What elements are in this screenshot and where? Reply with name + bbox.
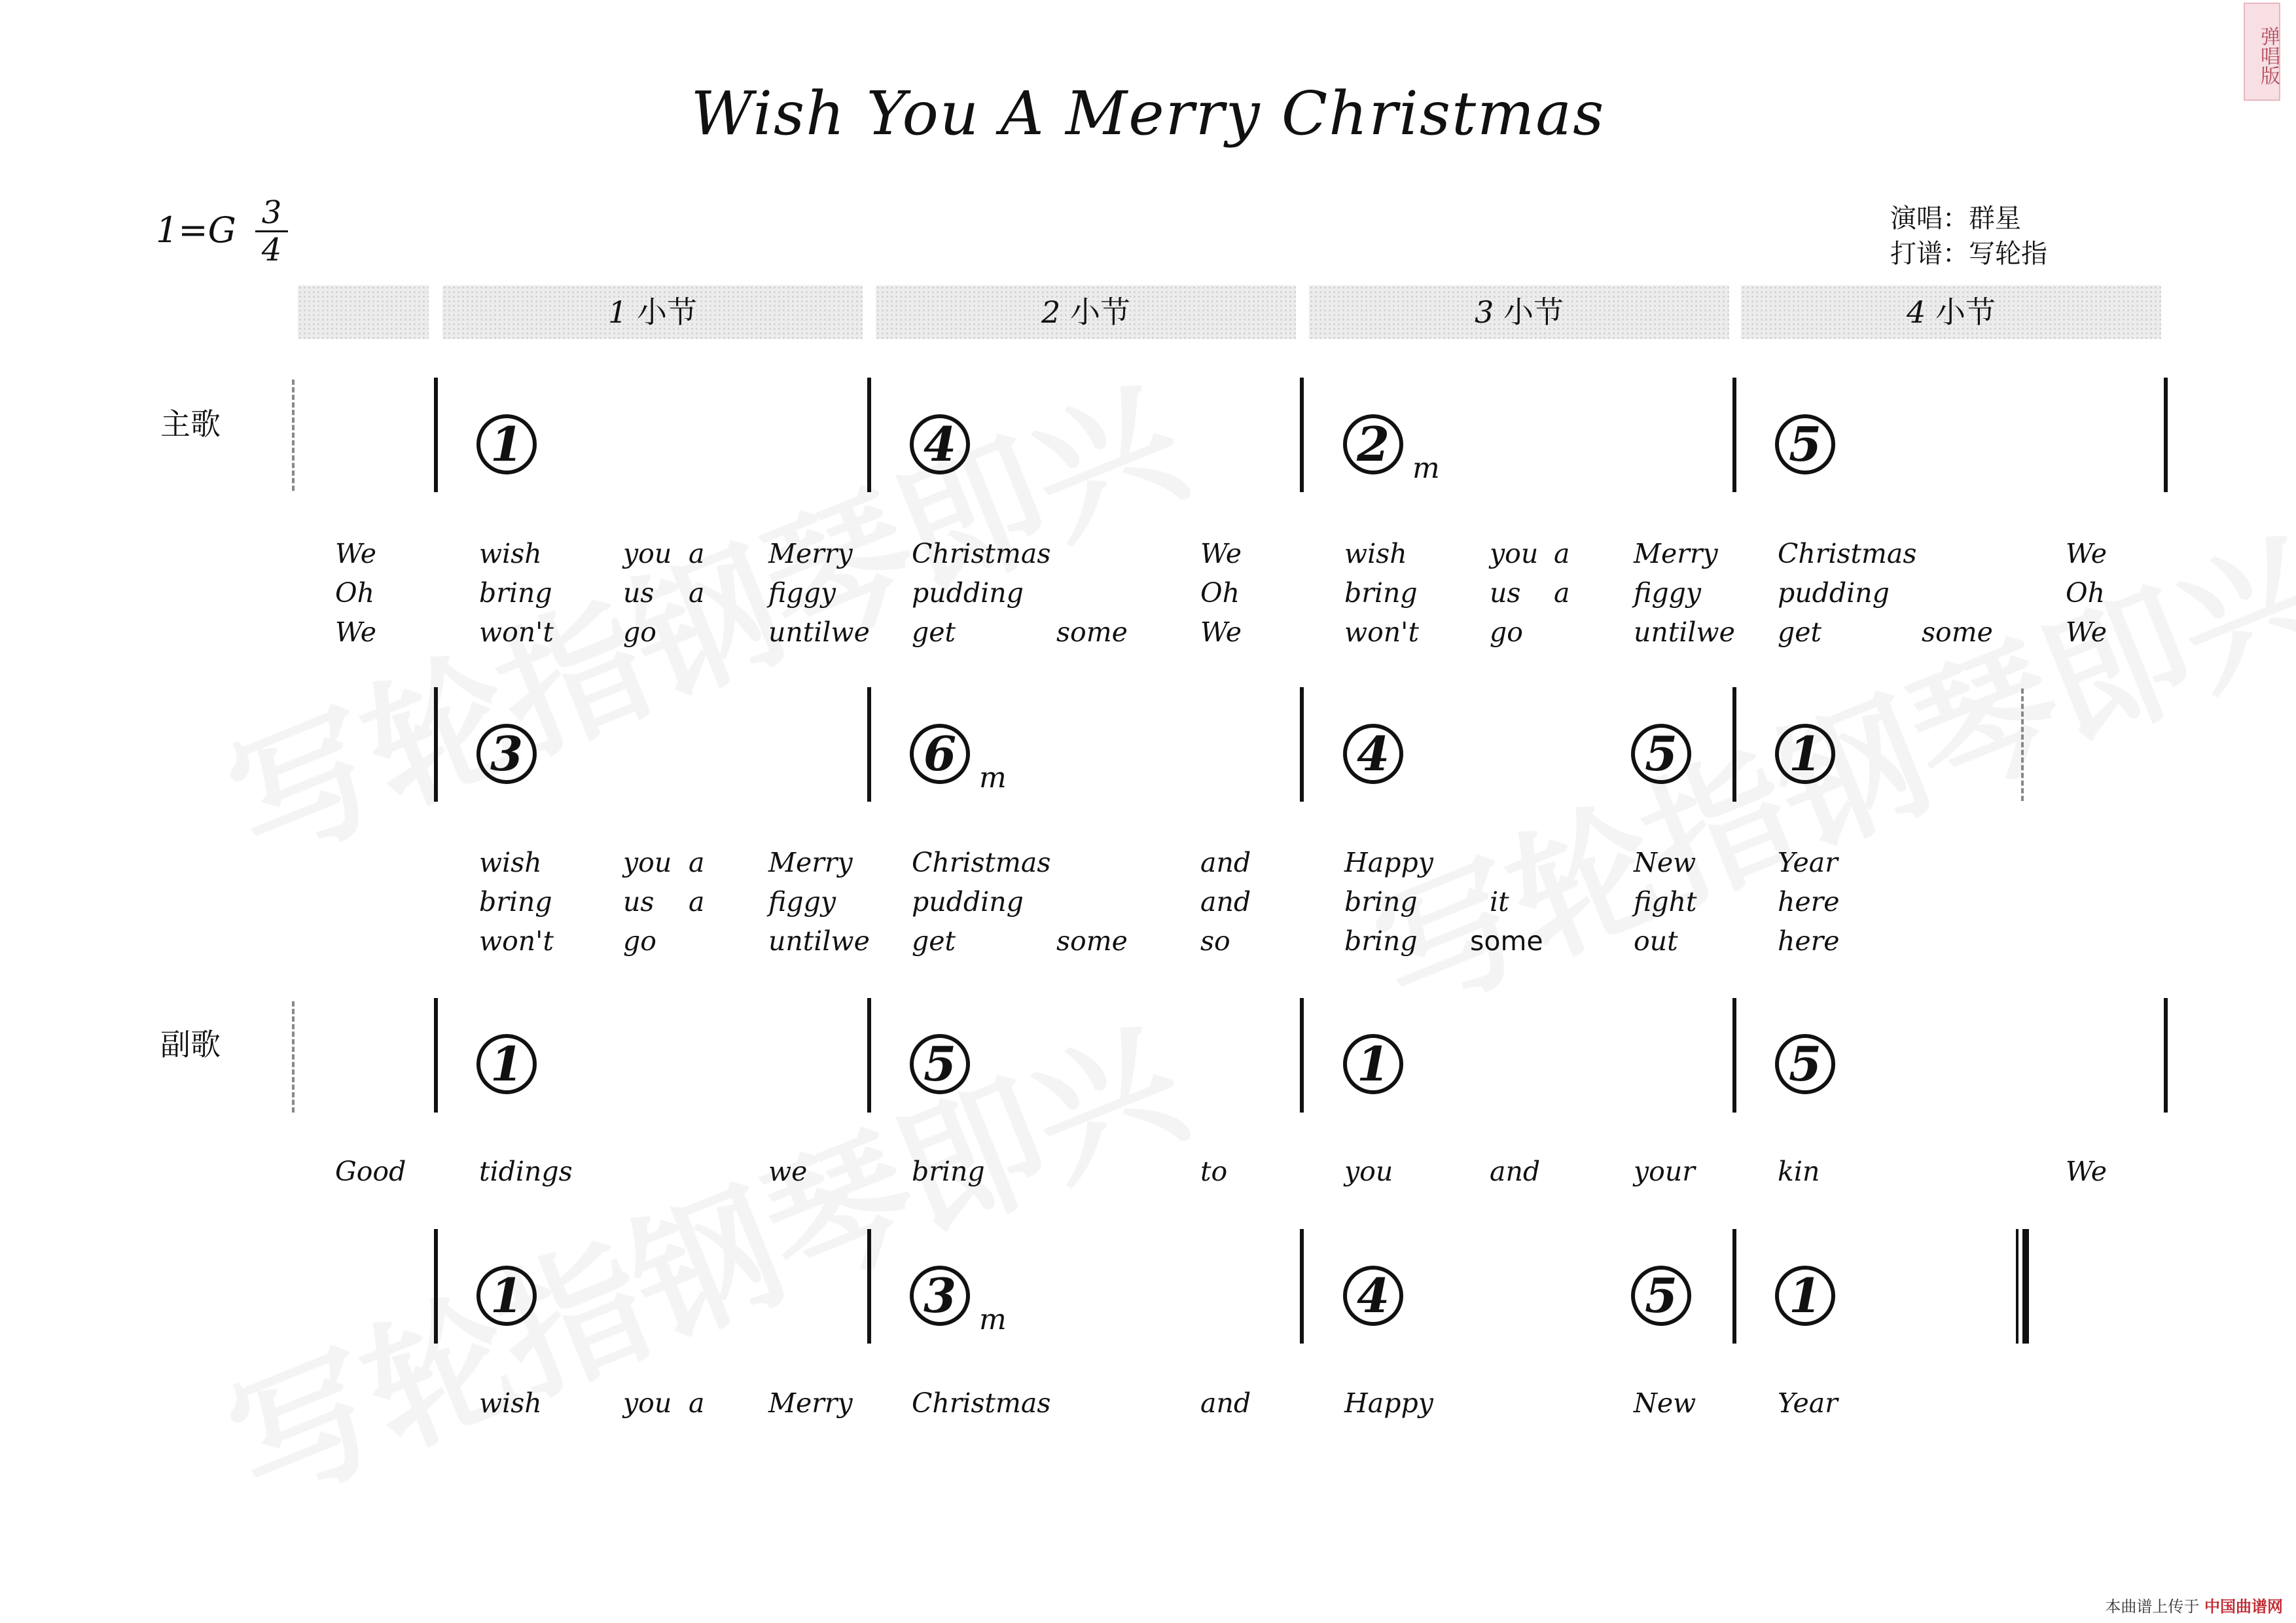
lyric-word: Year bbox=[1778, 847, 1838, 878]
lyric-word: Oh bbox=[335, 577, 375, 609]
song-title: Wish You A Merry Christmas bbox=[691, 79, 1605, 149]
lyric-word: and bbox=[1200, 847, 1251, 878]
lyric-word: some bbox=[1056, 616, 1128, 648]
chord-circle: 5 bbox=[1775, 414, 1835, 474]
barline bbox=[1732, 378, 1736, 492]
lyric-word: go bbox=[1490, 616, 1523, 648]
lyric-word: some bbox=[1470, 925, 1543, 957]
lyric-word: We bbox=[335, 616, 377, 648]
lyric-word: us bbox=[623, 577, 655, 609]
lyric-word: a bbox=[689, 847, 705, 878]
chord-circle: 1 bbox=[1775, 1266, 1835, 1326]
lyric-word: you bbox=[1344, 1156, 1393, 1187]
lyric-word: We bbox=[1200, 616, 1242, 648]
lyric-word: figgy bbox=[768, 886, 836, 918]
measure-header-pickup bbox=[298, 285, 429, 339]
barline bbox=[1300, 1229, 1304, 1344]
lyric-word: you bbox=[623, 847, 672, 878]
lyric-word: pudding bbox=[912, 886, 1024, 918]
chord-suffix: m bbox=[1412, 452, 1440, 485]
lyric-word: bring bbox=[1344, 577, 1418, 609]
lyric-word: a bbox=[1554, 577, 1570, 609]
section-label-verse: 主歌 bbox=[160, 406, 221, 442]
lyric-word: Happy bbox=[1344, 1387, 1433, 1419]
barline bbox=[1300, 687, 1304, 802]
barline bbox=[1300, 378, 1304, 492]
barline bbox=[434, 1229, 438, 1344]
lyric-word: wish bbox=[479, 1387, 542, 1419]
lyric-word: Merry bbox=[1634, 538, 1718, 569]
chord-circle: 3 bbox=[910, 1266, 970, 1326]
lyric-word: we bbox=[768, 1156, 808, 1187]
lyric-word: bring bbox=[479, 577, 552, 609]
lyric-word: bring bbox=[912, 1156, 985, 1187]
lyric-word: Year bbox=[1778, 1387, 1838, 1419]
singer-credit: 演唱：群星 bbox=[1890, 204, 2021, 234]
barline bbox=[1732, 1229, 1736, 1344]
site-logo[interactable]: 中国曲谱网 bbox=[2204, 1597, 2283, 1616]
lyric-word: get bbox=[1778, 616, 1821, 648]
time-signature bbox=[255, 196, 288, 266]
chord-circle: 2 bbox=[1343, 414, 1403, 474]
lyric-word: wish bbox=[479, 538, 542, 569]
chord-circle: 4 bbox=[910, 414, 970, 474]
lyric-word: Christmas bbox=[1778, 538, 1917, 569]
lyric-word: kin bbox=[1778, 1156, 1820, 1187]
lyric-word: here bbox=[1778, 925, 1840, 957]
lyric-word: bring bbox=[1344, 925, 1418, 957]
lyric-word: untilwe bbox=[1634, 616, 1735, 648]
lyric-word: pudding bbox=[1778, 577, 1890, 609]
lyric-word: us bbox=[1490, 577, 1521, 609]
chord-circle: 1 bbox=[1775, 724, 1835, 784]
lyric-word: to bbox=[1200, 1156, 1228, 1187]
barline bbox=[1732, 998, 1736, 1113]
chord-circle: 1 bbox=[476, 414, 537, 474]
lyric-word: tidings bbox=[479, 1156, 573, 1187]
lyric-word: a bbox=[689, 577, 705, 609]
lyric-word: bring bbox=[479, 886, 552, 918]
lyric-word: figgy bbox=[1634, 577, 1702, 609]
barline bbox=[867, 1229, 871, 1344]
watermark bbox=[196, 329, 1208, 899]
lyric-word: We bbox=[2066, 616, 2108, 648]
lyric-word: We bbox=[2066, 1156, 2108, 1187]
lyric-word: here bbox=[1778, 886, 1840, 918]
lyric-word: get bbox=[912, 616, 956, 648]
chord-circle: 1 bbox=[1343, 1034, 1403, 1094]
final-barline-thin bbox=[2016, 1229, 2018, 1344]
lyric-word: you bbox=[623, 538, 672, 569]
lyric-word: out bbox=[1634, 925, 1678, 957]
lyric-word: you bbox=[623, 1387, 672, 1419]
lyric-word: Good bbox=[335, 1156, 406, 1187]
lyric-word: Merry bbox=[768, 538, 853, 569]
lyric-word: some bbox=[1056, 925, 1128, 957]
lyric-word: go bbox=[623, 925, 656, 957]
lyric-word: and bbox=[1490, 1156, 1541, 1187]
lyric-word: Oh bbox=[1200, 577, 1240, 609]
site-footer bbox=[2105, 1594, 2283, 1616]
barline bbox=[434, 998, 438, 1113]
lyric-word: go bbox=[623, 616, 656, 648]
barline-dashed bbox=[292, 380, 295, 491]
measure-header-4: 4 小节 bbox=[1741, 285, 2161, 339]
lyric-word: it bbox=[1490, 886, 1509, 918]
lyric-word: We bbox=[335, 538, 377, 569]
barline-dashed bbox=[292, 1001, 295, 1113]
lyric-word: won't bbox=[479, 925, 554, 957]
lyric-word: us bbox=[623, 886, 655, 918]
barline bbox=[434, 378, 438, 492]
lyric-word: wish bbox=[1344, 538, 1407, 569]
chord-suffix: m bbox=[979, 1303, 1007, 1336]
lyric-word: and bbox=[1200, 1387, 1251, 1419]
lyric-word: Christmas bbox=[912, 847, 1051, 878]
final-barline-thick bbox=[2022, 1229, 2029, 1344]
chord-suffix: m bbox=[979, 761, 1007, 794]
lyric-word: We bbox=[1200, 538, 1242, 569]
chord-circle: 3 bbox=[476, 724, 537, 784]
time-sig-top: 3 bbox=[261, 194, 282, 231]
lyric-word: get bbox=[912, 925, 956, 957]
lyric-word: Oh bbox=[2066, 577, 2106, 609]
measure-header-3: 3 小节 bbox=[1309, 285, 1729, 339]
lyric-word: untilwe bbox=[768, 616, 870, 648]
lyric-word: Merry bbox=[768, 847, 853, 878]
chord-circle: 1 bbox=[476, 1034, 537, 1094]
version-tag: 弹唱版 bbox=[2244, 3, 2280, 101]
watermark bbox=[196, 971, 1208, 1540]
lyric-word: a bbox=[1554, 538, 1570, 569]
lyric-word: fight bbox=[1634, 886, 1697, 918]
barline bbox=[2164, 378, 2168, 492]
measure-header-1: 1 小节 bbox=[442, 285, 863, 339]
lyric-word: pudding bbox=[912, 577, 1024, 609]
barline bbox=[1732, 687, 1736, 802]
lyric-word: bring bbox=[1344, 886, 1418, 918]
lyric-word: won't bbox=[1344, 616, 1419, 648]
lyric-word: so bbox=[1200, 925, 1230, 957]
lyric-word: some bbox=[1922, 616, 1993, 648]
barline bbox=[867, 998, 871, 1113]
lyric-word: figgy bbox=[768, 577, 836, 609]
key-signature: 1=G bbox=[156, 209, 236, 251]
arranger-credit: 打谱：写轮指 bbox=[1890, 239, 2047, 269]
chord-circle: 5 bbox=[910, 1034, 970, 1094]
barline-dashed bbox=[2021, 688, 2024, 801]
barline bbox=[867, 687, 871, 802]
chord-circle: 5 bbox=[1631, 1266, 1691, 1326]
lyric-word: a bbox=[689, 538, 705, 569]
chord-circle: 1 bbox=[476, 1266, 537, 1326]
lyric-word: We bbox=[2066, 538, 2108, 569]
chord-circle: 5 bbox=[1631, 724, 1691, 784]
lyric-word: won't bbox=[479, 616, 554, 648]
lyric-word: your bbox=[1634, 1156, 1695, 1187]
lyric-word: a bbox=[689, 886, 705, 918]
footer-prefix: 本曲谱上传于 bbox=[2105, 1597, 2200, 1616]
lyric-word: a bbox=[689, 1387, 705, 1419]
chord-circle: 4 bbox=[1343, 724, 1403, 784]
lyric-word: you bbox=[1490, 538, 1539, 569]
lyric-word: Merry bbox=[768, 1387, 853, 1419]
barline bbox=[434, 687, 438, 802]
time-sig-bottom: 4 bbox=[261, 232, 282, 268]
lyric-word: Christmas bbox=[912, 538, 1051, 569]
lyric-word: and bbox=[1200, 886, 1251, 918]
lyric-word: Christmas bbox=[912, 1387, 1051, 1419]
measure-header-2: 2 小节 bbox=[876, 285, 1296, 339]
section-label-chorus: 副歌 bbox=[160, 1027, 221, 1062]
chord-circle: 5 bbox=[1775, 1034, 1835, 1094]
lyric-word: wish bbox=[479, 847, 542, 878]
chord-circle: 4 bbox=[1343, 1266, 1403, 1326]
barline bbox=[867, 378, 871, 492]
barline bbox=[2164, 998, 2168, 1113]
lyric-word: untilwe bbox=[768, 925, 870, 957]
lyric-word: New bbox=[1634, 1387, 1696, 1419]
barline bbox=[1300, 998, 1304, 1113]
chord-circle: 6 bbox=[910, 724, 970, 784]
lyric-word: New bbox=[1634, 847, 1696, 878]
lyric-word: Happy bbox=[1344, 847, 1433, 878]
